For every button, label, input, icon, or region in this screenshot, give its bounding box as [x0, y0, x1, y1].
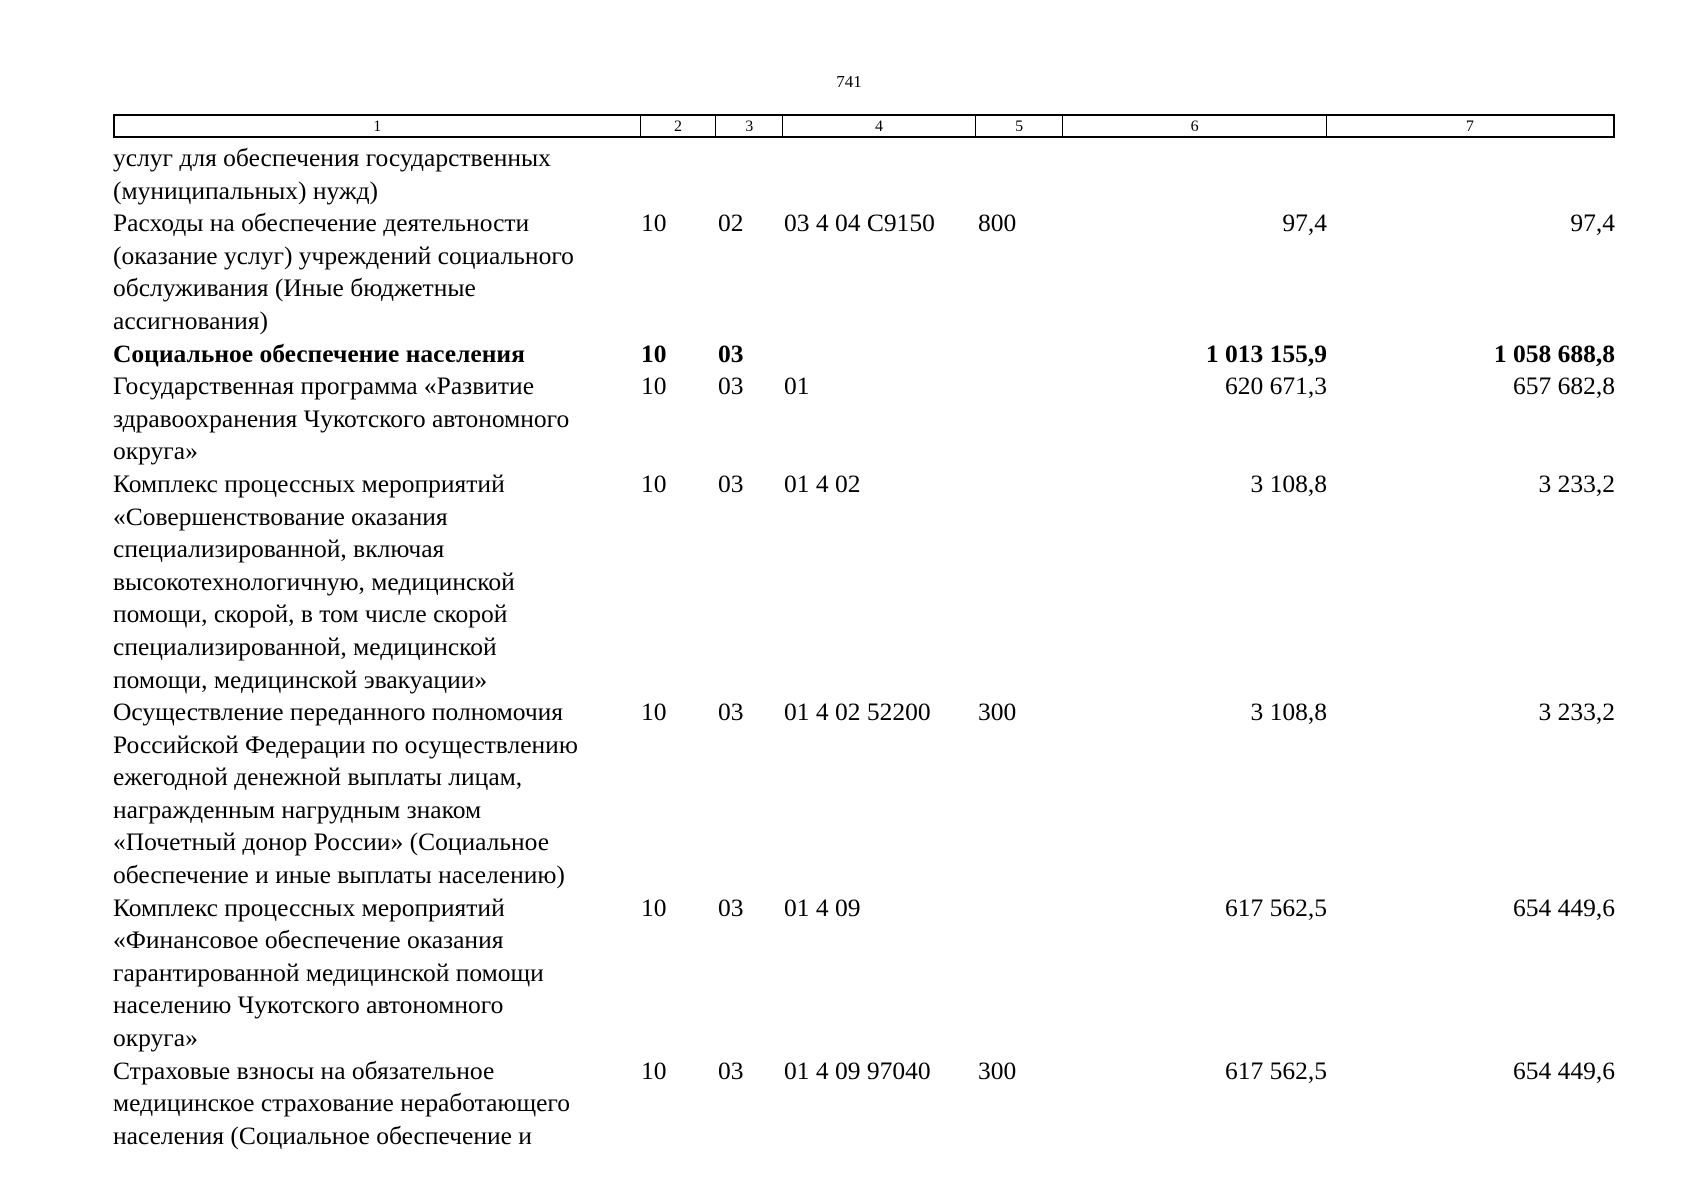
- row-subsection-cell: 03: [718, 338, 744, 368]
- row-amount-1-cell: [1063, 142, 1327, 207]
- row-expense-type-cell: 300: [978, 1055, 1017, 1085]
- row-amount-2-cell: 657 682,8: [1513, 371, 1615, 401]
- row-expense-type-cell: 800: [978, 208, 1017, 238]
- row-subsection-cell: 03: [718, 371, 744, 401]
- row-target-article-cell: 01: [784, 371, 810, 401]
- row-amount-2-cell: 3 233,2: [1538, 697, 1615, 727]
- row-section-cell: [639, 142, 715, 207]
- row-target-article-cell: 03 4 04 С9150: [784, 208, 935, 238]
- row-amount-1-cell: 620 671,3: [1225, 371, 1327, 401]
- row-subsection-cell: 03: [718, 892, 744, 922]
- row-section-cell: 10: [641, 208, 667, 238]
- row-amount-1-cell: 617 562,5: [1225, 892, 1327, 922]
- row-expense-type-cell: [975, 892, 1063, 1055]
- table-header-cell: 2: [640, 116, 716, 136]
- row-target-article-cell: [782, 142, 975, 207]
- table-row: [113, 207, 1615, 337]
- table-row: [113, 696, 1615, 892]
- table-header-cell: 1: [373, 118, 382, 135]
- row-amount-2-cell: 654 449,6: [1513, 1055, 1615, 1085]
- row-name-cell: Государственная программа «Развитие здравоохранения Чукотского автономного округа»: [113, 371, 570, 466]
- row-amount-1-cell: 617 562,5: [1225, 1055, 1327, 1085]
- row-name-cell: Расходы на обеспечение деятельности (оказание услуг) учреждений социального обслуживания (Иные бюджетные ассигнования): [113, 208, 574, 335]
- row-section-cell: 10: [641, 338, 667, 368]
- table-header-row: [113, 114, 1615, 138]
- row-section-cell: 10: [641, 1055, 667, 1085]
- table-header-cell: 4: [782, 116, 974, 136]
- row-expense-type-cell: [975, 142, 1063, 207]
- table-row: [113, 370, 1615, 468]
- row-name-cell: услуг для обеспечения государственных (муниципальных) нужд): [113, 143, 551, 205]
- row-name-cell: Осуществление переданного полномочия Российской Федерации по осуществлению ежегодной денежной выплаты лицам, награжденным нагрудным знаком «Почетный донор России» (Социальное обеспечение и иные выплаты населению): [113, 697, 578, 890]
- table-header-cell: 7: [1326, 116, 1613, 136]
- table-row: [113, 1055, 1615, 1153]
- row-amount-2-cell: 654 449,6: [1513, 892, 1615, 922]
- row-amount-2-cell: [1327, 142, 1615, 207]
- row-amount-1-cell: 3 108,8: [1250, 468, 1327, 498]
- row-target-article-cell: 01 4 09: [784, 892, 861, 922]
- row-name-cell: Социальное обеспечение населения: [113, 338, 525, 368]
- row-section-cell: 10: [641, 892, 667, 922]
- row-target-article-cell: 01 4 02 52200: [784, 697, 931, 727]
- table-header-cell: 3: [715, 116, 782, 136]
- row-amount-2-cell: 1 058 688,8: [1493, 338, 1615, 368]
- row-expense-type-cell: [975, 338, 1063, 371]
- table-row: [113, 892, 1615, 1055]
- table-row: [113, 142, 1615, 207]
- row-amount-1-cell: 97,4: [1282, 208, 1327, 238]
- row-subsection-cell: [715, 142, 782, 207]
- row-amount-1-cell: 3 108,8: [1250, 697, 1327, 727]
- row-subsection-cell: 03: [718, 468, 744, 498]
- row-expense-type-cell: [975, 468, 1063, 696]
- row-section-cell: 10: [641, 697, 667, 727]
- row-name-cell: Комплекс процессных мероприятий «Совершенствование оказания специализированной, включая высокотехнологичную, медицинской помощи, скорой, в том числе скорой специализированной, медицинской помощи, медицинской эвакуации»: [113, 468, 515, 694]
- row-target-article-cell: 01 4 02: [784, 468, 861, 498]
- table-row: [113, 338, 1615, 371]
- budget-table-body: [113, 142, 1615, 1152]
- row-section-cell: 10: [641, 468, 667, 498]
- row-subsection-cell: 03: [718, 1055, 744, 1085]
- row-section-cell: 10: [641, 371, 667, 401]
- row-amount-1-cell: 1 013 155,9: [1205, 338, 1327, 368]
- row-subsection-cell: 02: [718, 208, 744, 238]
- row-target-article-cell: [782, 338, 975, 371]
- row-amount-2-cell: 97,4: [1570, 208, 1615, 238]
- row-target-article-cell: 01 4 09 97040: [784, 1055, 931, 1085]
- row-name-cell: Комплекс процессных мероприятий «Финансовое обеспечение оказания гарантированной медицинской помощи населению Чукотского автономного округа»: [113, 892, 544, 1053]
- row-subsection-cell: 03: [718, 697, 744, 727]
- row-expense-type-cell: 300: [978, 697, 1017, 727]
- row-amount-2-cell: 3 233,2: [1538, 468, 1615, 498]
- table-row: [113, 468, 1615, 696]
- page-number: 741: [836, 72, 862, 91]
- table-header-cell: 6: [1062, 116, 1325, 136]
- table-header-cell: 5: [975, 116, 1063, 136]
- row-name-cell: Страховые взносы на обязательное медицинское страхование неработающего населения (Социальное обеспечение и: [113, 1055, 570, 1150]
- row-expense-type-cell: [975, 370, 1063, 468]
